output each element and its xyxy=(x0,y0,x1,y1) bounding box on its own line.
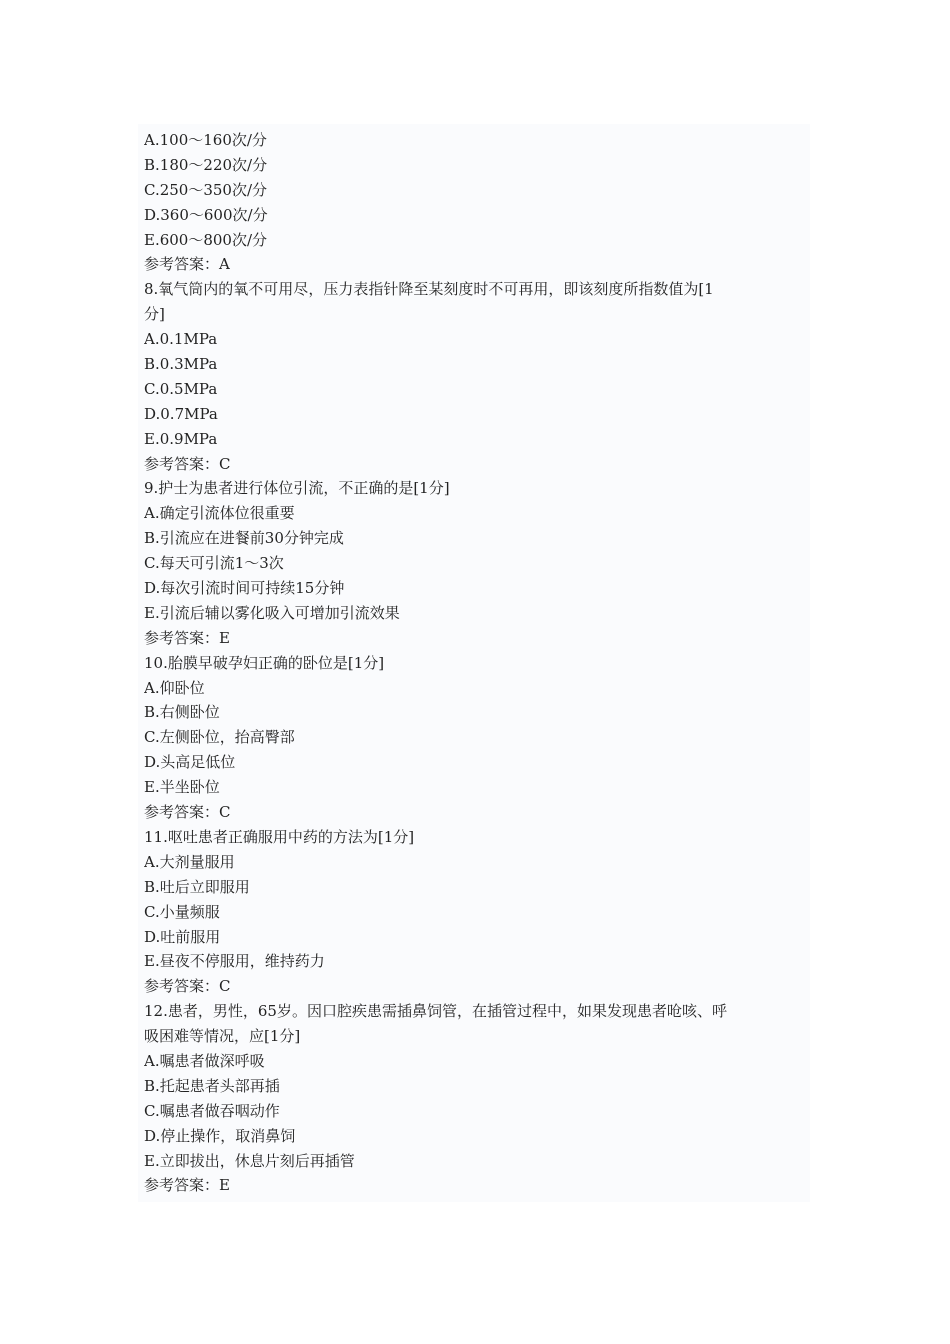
text-line: B.托起患者头部再插 xyxy=(144,1076,280,1095)
text-line: C.左侧卧位，抬高臀部 xyxy=(144,728,295,747)
text-line: E.600～800次/分 xyxy=(144,230,268,249)
text-line: D.头高足低位 xyxy=(144,753,236,772)
text-line: C.嘱患者做吞咽动作 xyxy=(144,1101,280,1120)
text-line: E.昼夜不停服用，维持药力 xyxy=(144,952,325,971)
answer-line: 参考答案：A xyxy=(144,255,230,274)
text-line: D.0.7MPa xyxy=(144,404,218,423)
question-line: 吸困难等情况，应[1分] xyxy=(144,1027,301,1046)
text-line: D.每次引流时间可持续15分钟 xyxy=(144,579,345,598)
text-line: C.每天可引流1～3次 xyxy=(144,554,284,573)
question-line: 10.胎膜早破孕妇正确的卧位是[1分] xyxy=(144,653,385,672)
text-line: A.0.1MPa xyxy=(144,330,218,349)
text-line: A.100～160次/分 xyxy=(144,131,267,149)
text-line: B.180～220次/分 xyxy=(144,155,268,174)
question-line: 8.氧气筒内的氧不可用尽，压力表指针降至某刻度时不可再用，即该刻度所指数值为[1 xyxy=(144,280,714,299)
answer-line: 参考答案：E xyxy=(144,628,230,647)
text-line: A.嘱患者做深呼吸 xyxy=(144,1051,265,1070)
text-line: A.确定引流体位很重要 xyxy=(144,504,295,523)
document-body xyxy=(138,124,810,1202)
question-line: 9.护士为患者进行体位引流，不正确的是[1分] xyxy=(144,479,450,498)
text-line: E.0.9MPa xyxy=(144,429,218,448)
answer-line: 参考答案：C xyxy=(144,977,231,996)
text-line: C.小量频服 xyxy=(144,902,220,921)
question-line: 11.呕吐患者正确服用中药的方法为[1分] xyxy=(144,827,415,846)
text-line: E.引流后辅以雾化吸入可增加引流效果 xyxy=(144,603,400,622)
text-line: D.吐前服用 xyxy=(144,927,221,946)
text-line: A.仰卧位 xyxy=(144,678,205,697)
answer-line: 参考答案：C xyxy=(144,803,231,822)
text-line: E.半坐卧位 xyxy=(144,778,220,797)
question-line: 分] xyxy=(144,305,165,324)
answer-line: 参考答案：C xyxy=(144,454,231,473)
text-line: C.250～350次/分 xyxy=(144,180,268,199)
text-line: B.0.3MPa xyxy=(144,355,218,374)
text-line: B.右侧卧位 xyxy=(144,703,220,722)
text-line: D.360～600次/分 xyxy=(144,205,268,224)
text-line: D.停止操作，取消鼻饲 xyxy=(144,1126,296,1145)
answer-line: 参考答案：E xyxy=(144,1176,230,1195)
question-line: 12.患者，男性，65岁。因口腔疾患需插鼻饲管，在插管过程中，如果发现患者呛咳、呼 xyxy=(144,1002,727,1021)
text-line: B.引流应在进餐前30分钟完成 xyxy=(144,529,344,548)
text-line: B.吐后立即服用 xyxy=(144,877,250,896)
text-line: E.立即拔出，休息片刻后再插管 xyxy=(144,1151,355,1170)
text-line: A.大剂量服用 xyxy=(144,852,235,871)
text-line: C.0.5MPa xyxy=(144,379,218,398)
